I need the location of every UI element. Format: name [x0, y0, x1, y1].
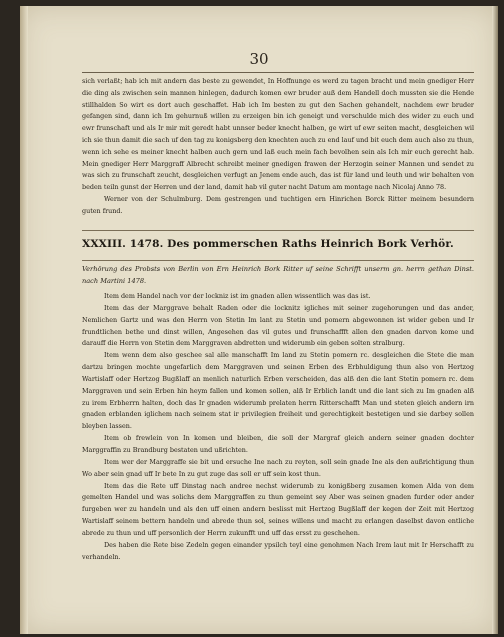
item-paragraph: Item das die Rete uff Dinstag nach andree nechst widerumb zu konigßberg zusamen komen Alda von dem gemelten Handel und was solichs dem Marggraffen zu thun gemeint sey Aber was seinen gnaden furder oder ander furgeben wer zu handeln und als den uff einen andern beslisst mit Hertzog Bugßlaff der kegen der Zeit mit Hertzog Wartislaff seinem bettern handeln und abrede thun sol, seines willens und macht zu erlangen daselbst davon entliche abrede zu thun und uff personlich der Herrn zukunfft und uff das ersst zu geschehen.: [82, 481, 474, 537]
header-rule: [82, 72, 474, 73]
item-paragraph: Item wer der Marggraffe sie bit und ersuche Ine nach zu reyten, soll sein gnade Ine als den außrichtigung thun Wo aber sein gnad uff Ir bete In zu gut zuge das soll er uff sein kost thun.: [82, 457, 474, 478]
item-paragraph: Item ob frewlein von In komen und bleiben, die soll der Margraf gleich andern seiner gnaden dochter Marggraffin zu Brandburg bestaten und ußrichten.: [82, 434, 474, 454]
section-body: [82, 291, 474, 563]
book-page: [20, 6, 498, 634]
closing-paragraph: Des haben die Rete bise Zedeln gegen einander ypsilch teyl eine genohmen Nach Irem laut mit Ir Herschafft zu verhandeln.: [82, 540, 474, 561]
letter-signature: Werner von der Schulmburg. Dem gestrengen und tuchtigen ern Hinrichen Borck Ritter meinem besundern guten frund.: [82, 194, 474, 215]
intro-letter-text: [82, 76, 474, 218]
section-heading: XXXIII. 1478. Des pommerschen Raths Heinrich Bork Verhör.: [82, 238, 454, 250]
section-divider-top: [82, 230, 474, 231]
intro-paragraph: sich verlaßt; hab ich mit andern das beste zu gewendet, In Hoffnunge es werd zu tagen bracht und mein gnediger Herr die ding als zwischen sein mannen hinlegen, dadurch komen ewr bruder auß dem Handell doch mussten sie die Hende stillhalden So wirt es dort auch geschaffet. Hab ich Im besten zu gut den Sachen gehandelt, nachdem ewr bruder gefangen sind, dann ich Im gehurnuß willen zu erzeigen bin ich geneigt und verschulde mich des wider zu euch und ewr frunschaft und als Ir mir mit geredt habt unnser beder knecht halben, ge wirt uf ewr seiten macht, desgleichen wil ich sie thun damit die sach uf den tag zu konigsberg den knechten auch zu end lauf und bit euch dem auch also zu thun, wenn ich sehe es meiner knecht halben auch gern und laß euch mein fach bevolhen sein als Ich mir euch gerecht hab. Mein gnediger Herr Marggraff Albrecht schreibt meiner gnedigen frawen der Herzogin seiner Mannen und sendet zu was sich zu frunschaft zeucht, desgleichen verfugt an Jenem ende auch, das ist für land und leuth und wir behalten von beden teiln gunst der Herren und der land, damit hab vil guter nacht Datum am montage nach Nicolaj Anno 78.: [82, 77, 474, 192]
page-number: 30: [249, 50, 269, 68]
item-paragraph: Item das der Marggrave behalt Raden oder die locknitz igliches mit seiner zugehorungen und das ander, Nemlichen Gartz und was den Herrn von Stetin Im lant zu Stetin und pomern abgewonnen ist wider geben und Ir frundtlichen bethe und dinst willen, Angesehen das vil gutes und frunschaffft allen den gnaden darvon kome und darauff die Herrn von Stetin dem Marggraven abdretten und widerumb ein geben solten stralburg.: [82, 303, 474, 348]
section-divider-bottom: [82, 260, 474, 261]
item-paragraph: Item dem Handel nach vor der lockniz ist im gnaden allen wissentlich was das ist.: [104, 292, 371, 300]
item-paragraph: Item wenn dem also geschee sal alle manschafft Im land zu Stetin pomern rc. desgleichen die Stete die man dartzu bringen mochte ungefarlich dem Marggraven und seinen Erben des Erbhuldigung thun also von Hertzog Wartislaff oder Hertzog Bugßlaff an menlich naturlich Erben verscheiden, das alß den die lant Stetin pomern rc. dem Marggraven und sein Erben hin heym fallen und komen sollen, alß Ir Erblich landt und die lant sich zu Im gnaden alß zu irem Erbherrn halten, doch das Ir gnaden widerumb prelaten herrn Ritterschafft Man und steten gleich andern irn gnaden erblanden iglichem nach seinem stat ir privilegien freiheit und gerechtigkeit bestetigen und sie darbey sollen bleyben lassen.: [82, 351, 474, 431]
page-edge-shadow: [492, 6, 498, 634]
section-subtitle: Verhörung des Probsts von Berlin von Ern Heinrich Bork Ritter uf seine Schrifft unserm gn. herrn gethan Dinst. nach Martini 1478.: [82, 265, 474, 285]
page-gutter-shadow: [20, 6, 28, 634]
